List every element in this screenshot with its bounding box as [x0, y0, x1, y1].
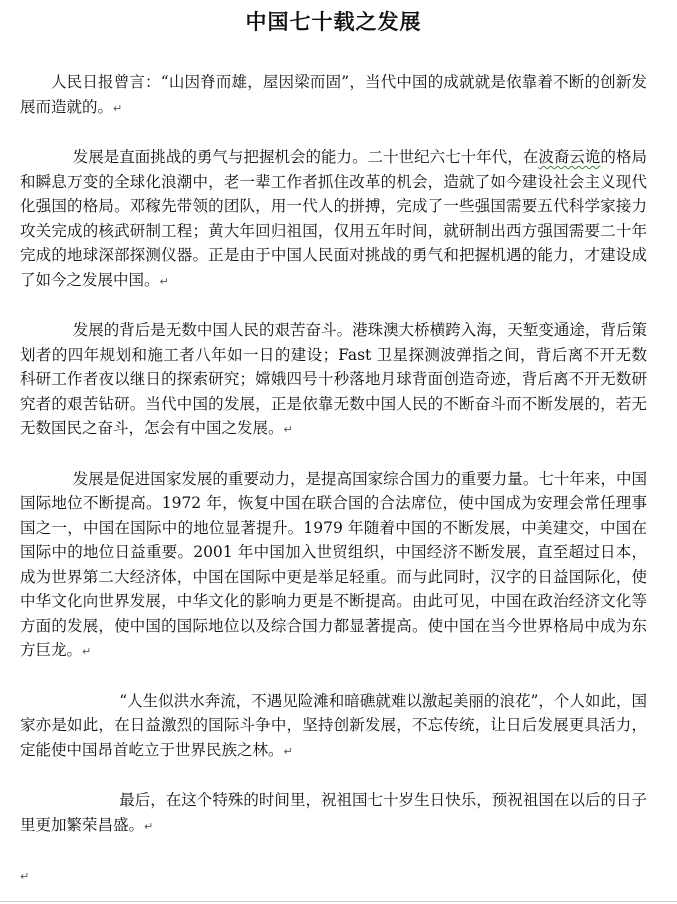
paragraph-5-text: “人生似洪水奔流，不遇见险滩和暗礁就难以激起美丽的浪花”，个人如此，国家亦是如此，在日益激烈的国际斗争中，坚持创新发展，不忘传统，让日后发展更具活力，定能使中国昂首屹立于世界民族之林。 [20, 691, 647, 759]
paragraph-mark-icon: ↵ [283, 423, 293, 436]
paragraph-6[interactable] [20, 788, 647, 839]
paragraph-5[interactable] [20, 689, 647, 765]
document-title: 中国七十载之发展 [245, 9, 422, 34]
paragraph-mark-icon: ↵ [20, 870, 30, 883]
paragraph-2-text-rest: 的格局和瞬息万变的全球化浪潮中，老一辈工作者抓住改革的机会，造就了如今建设社会主义现代化强国的格局。邓稼先带领的团队，用一代人的拼搏，完成了一些强国需要五代科学家接力攻关完成的核武研制工程；黄大年回归祖国，仅用五年时间，就研制出西方强国需要二十年完成的地球深部探测仪器。正是由于中国人民面对挑战的勇气和把握机遇的能力，才建设成了如今之发展中国。 [20, 148, 647, 289]
paragraph-3-text: 发展的背后是无数中国人民的艰苦奋斗。港珠澳大桥横跨入海，天堑变通途，背后策划者的四年规划和施工者八年如一日的建设；Fast 卫星探测波弹指之间，背后离不开无数科研工作者夜以继日的探索研究；嫦娥四号十秒落地月球背面创造奇迹，背后离不开无数研究者的艰苦钻研。当代中国的发展，正是依靠无数中国人民的不断奋斗而不断发展的，若无无数国民之奋斗，怎会有中国之发展。 [20, 321, 647, 437]
paragraph-mark-icon: ↵ [283, 744, 293, 758]
page-bottom-divider [0, 901, 677, 902]
paragraph-mark-icon: ↵ [82, 645, 92, 658]
spellcheck-flagged-word[interactable]: 波裔云诡 [538, 148, 601, 166]
paragraph-1[interactable] [20, 70, 647, 121]
paragraph-2[interactable] [20, 145, 647, 294]
paragraph-mark-icon: ↵ [144, 819, 154, 833]
paragraph-mark-icon: ↵ [159, 274, 169, 288]
paragraph-mark-icon: ↵ [113, 101, 123, 115]
paragraph-1-text: 人民日报曾言：“山因脊而雄，屋因梁而固”，当代中国的成就就是依靠着不断的创新发展而造就的。 [20, 73, 647, 116]
paragraph-6-text: 最后，在这个特殊的时间里，祝祖国七十岁生日快乐，预祝祖国在以后的日子里更加繁荣昌盛。 [20, 791, 647, 834]
paragraph-3[interactable] [20, 318, 647, 443]
paragraph-2-text-start: 发展是直面挑战的勇气与把握机会的能力。二十世纪六七十年代，在 [72, 148, 539, 166]
paragraph-4-text: 发展是促进国家发展的重要动力，是提高国家综合国力的重要力量。七十年来，中国国际地位不断提高。1972 年，恢复中国在联合国的合法席位，使中国成为安理会常任理事国之一，中国在国际中的地位显著提升。1979 年随着中国的不断发展，中美建交，中国在国际中的地位日益重要。2001 年中国加入世贸组织，中国经济不断发展，直至超过日本，成为世界第二大经济体，中国在国际中更是举足轻重。而与此同时，汉字的日益国际化，使中华文化向世界发展，中华文化的影响力更是不断提高。由此可见，中国在政治经济文化等方面的发展，使中国的国际地位以及综合国力都显著提高。使中国在当今世界格局中成为东方巨龙。 [20, 469, 647, 659]
paragraph-4[interactable] [20, 467, 647, 665]
empty-paragraph[interactable] [20, 863, 647, 887]
